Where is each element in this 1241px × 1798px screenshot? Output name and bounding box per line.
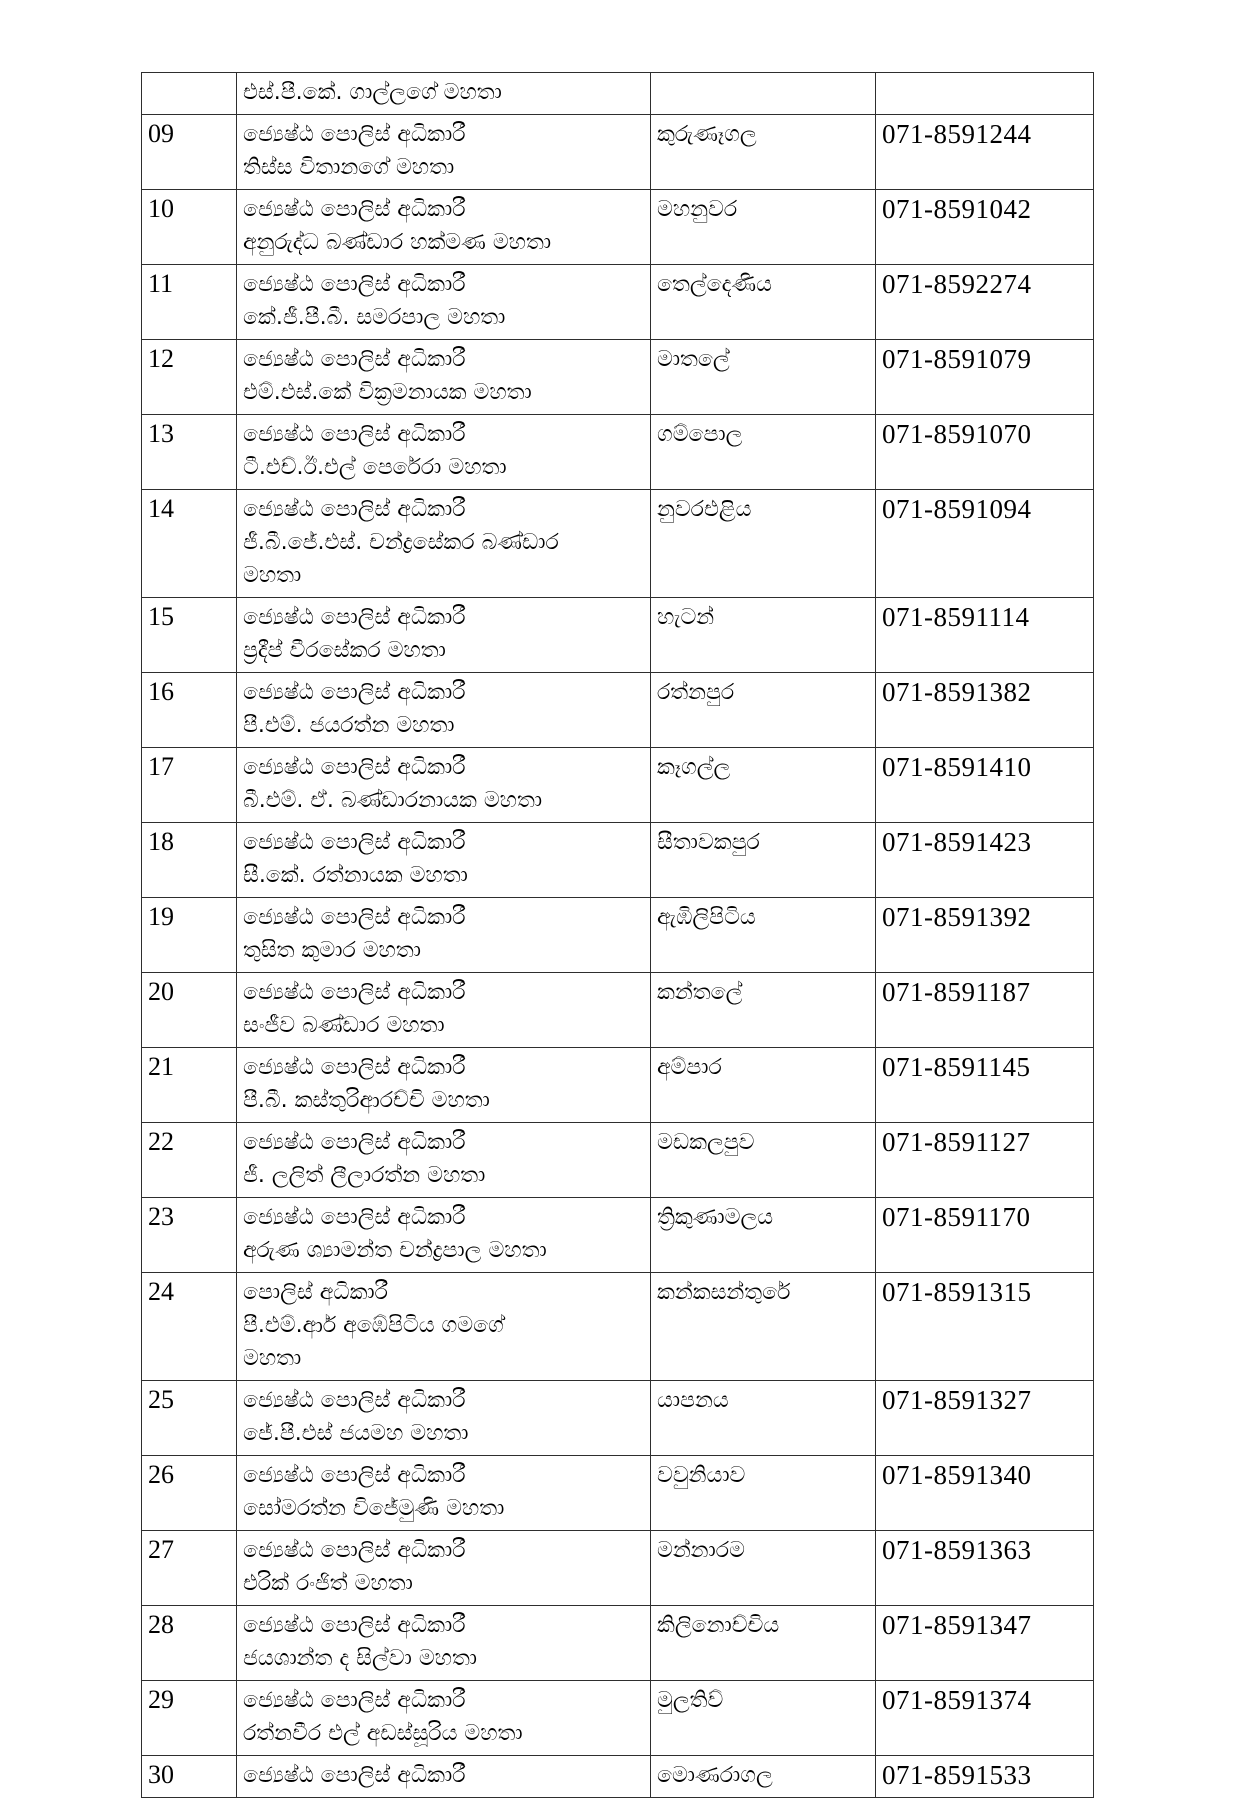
table-row xyxy=(142,973,1094,1048)
officer-title-name xyxy=(237,190,651,265)
station-location: කෑගල්ල xyxy=(651,748,876,823)
name-line: අනුරුද්ධ බණ්ඩාර හක්මණ මහතා xyxy=(243,230,552,255)
row-number: 09 xyxy=(142,115,237,190)
table-row xyxy=(142,1531,1094,1606)
name-line: ටී.එච්.ඊ.එල් පෙරේරා මහතා xyxy=(243,455,507,480)
phone-number: 071-8591094 xyxy=(876,490,1094,598)
officer-title-name xyxy=(237,340,651,415)
name-line: ජයශාන්ත ද සිල්වා මහතා xyxy=(243,1646,478,1671)
station-location: සීතාවකපුර xyxy=(651,823,876,898)
phone-number: 071-8592274 xyxy=(876,265,1094,340)
phone-number: 071-8591423 xyxy=(876,823,1094,898)
table-row xyxy=(142,598,1094,673)
row-number: 15 xyxy=(142,598,237,673)
row-number: 25 xyxy=(142,1381,237,1456)
name-line: සී.කේ. රත්නායක මහතා xyxy=(243,863,468,888)
table-row xyxy=(142,1273,1094,1381)
name-line: කේ.ජී.පී.බී. සමරපාල මහතා xyxy=(243,305,506,330)
table-row xyxy=(142,1681,1094,1756)
station-location: කන්තලේ xyxy=(651,973,876,1048)
row-number: 23 xyxy=(142,1198,237,1273)
name-line: ජ්‍යෙෂ්ඨ පොලිස් අධිකාරී xyxy=(243,1613,466,1638)
phone-number xyxy=(876,73,1094,115)
station-location: ඇඹිලිපිටිය xyxy=(651,898,876,973)
name-line: බී.එම්. ඒ. බණ්ඩාරනායක මහතා xyxy=(243,788,543,813)
name-line: ජී. ලලිත් ලීලාරත්න මහතා xyxy=(243,1163,486,1188)
name-line: ජ්‍යෙෂ්ඨ පොලිස් අධිකාරී xyxy=(243,197,466,222)
officer-title-name xyxy=(237,1048,651,1123)
name-line: ජ්‍යෙෂ්ඨ පොලිස් අධිකාරී xyxy=(243,1463,466,1488)
row-number: 28 xyxy=(142,1606,237,1681)
phone-number: 071-8591145 xyxy=(876,1048,1094,1123)
officer-title-name xyxy=(237,1198,651,1273)
officer-title-name xyxy=(237,265,651,340)
officer-title-name xyxy=(237,115,651,190)
row-number: 19 xyxy=(142,898,237,973)
station-location: මඩකලපුව xyxy=(651,1123,876,1198)
station-location: කිලිනොච්චිය xyxy=(651,1606,876,1681)
officer-title-name xyxy=(237,598,651,673)
officer-title-name xyxy=(237,1381,651,1456)
table-row xyxy=(142,1381,1094,1456)
phone-number: 071-8591244 xyxy=(876,115,1094,190)
row-number: 14 xyxy=(142,490,237,598)
phone-number: 071-8591340 xyxy=(876,1456,1094,1531)
name-line: පී.එම්. ජයරත්න මහතා xyxy=(243,713,455,738)
officer-title-name xyxy=(237,490,651,598)
table-row xyxy=(142,823,1094,898)
row-number: 29 xyxy=(142,1681,237,1756)
officer-title-name xyxy=(237,1756,651,1798)
table-row xyxy=(142,1606,1094,1681)
name-line: ජී.බී.ජේ.එස්. චන්ද්‍රසේකර බණ්ඩාර xyxy=(243,530,559,555)
table-row xyxy=(142,340,1094,415)
table-row xyxy=(142,898,1094,973)
name-line: ජ්‍යෙෂ්ඨ පොලිස් අධිකාරී xyxy=(243,680,466,705)
row-number: 16 xyxy=(142,673,237,748)
phone-number: 071-8591079 xyxy=(876,340,1094,415)
station-location: වවුනියාව xyxy=(651,1456,876,1531)
name-line: ජ්‍යෙෂ්ඨ පොලිස් අධිකාරී xyxy=(243,980,466,1005)
name-line: ජ්‍යෙෂ්ඨ පොලිස් අධිකාරී xyxy=(243,122,466,147)
table-row xyxy=(142,415,1094,490)
officer-title-name xyxy=(237,1273,651,1381)
name-line: ජ්‍යෙෂ්ඨ පොලිස් අධිකාරී xyxy=(243,422,466,447)
phone-number: 071-8591114 xyxy=(876,598,1094,673)
row-number xyxy=(142,73,237,115)
name-line: ජ්‍යෙෂ්ඨ පොලිස් අධිකාරී xyxy=(243,347,466,372)
station-location: හැටන් xyxy=(651,598,876,673)
station-location: මොණරාගල xyxy=(651,1756,876,1798)
phone-number: 071-8591392 xyxy=(876,898,1094,973)
table-row xyxy=(142,748,1094,823)
row-number: 13 xyxy=(142,415,237,490)
name-line: මහතා xyxy=(243,563,302,588)
name-line: ජ්‍යෙෂ්ඨ පොලිස් අධිකාරී xyxy=(243,1688,466,1713)
name-line: එම්.එස්.කේ වික්‍රමනායක මහතා xyxy=(243,380,532,405)
station-location: නුවරඑළිය xyxy=(651,490,876,598)
name-line: ජ්‍යෙෂ්ඨ පොලිස් අධිකාරී xyxy=(243,497,466,522)
officer-title-name xyxy=(237,673,651,748)
phone-number: 071-8591070 xyxy=(876,415,1094,490)
name-line: ජ්‍යෙෂ්ඨ පොලිස් අධිකාරී xyxy=(243,755,466,780)
table-row xyxy=(142,1456,1094,1531)
name-line: එස්.පී.කේ. ගාල්ලගේ මහතා xyxy=(243,80,502,105)
name-line: තුසිත කුමාර මහතා xyxy=(243,938,421,963)
phone-number: 071-8591363 xyxy=(876,1531,1094,1606)
name-line: තිස්ස විතානගේ මහතා xyxy=(243,155,455,180)
name-line: ජ්‍යෙෂ්ඨ පොලිස් අධිකාරී xyxy=(243,1130,466,1155)
officer-title-name xyxy=(237,1123,651,1198)
officer-title-name xyxy=(237,748,651,823)
row-number: 10 xyxy=(142,190,237,265)
station-location: කන්කසන්තුරේ xyxy=(651,1273,876,1381)
station-location: අම්පාර xyxy=(651,1048,876,1123)
phone-number: 071-8591410 xyxy=(876,748,1094,823)
phone-number: 071-8591533 xyxy=(876,1756,1094,1798)
station-location: ත්‍රිකුණාමලය xyxy=(651,1198,876,1273)
row-number: 30 xyxy=(142,1756,237,1798)
phone-number: 071-8591347 xyxy=(876,1606,1094,1681)
station-location: මුලතිව් xyxy=(651,1681,876,1756)
name-line: පී.එම්.ආර් අඹේපිටිය ගමගේ xyxy=(243,1313,504,1338)
row-number: 22 xyxy=(142,1123,237,1198)
station-location: මාතලේ xyxy=(651,340,876,415)
name-line: අරුණ ශ්‍යාමන්ත චන්ද්‍රපාල මහතා xyxy=(243,1238,547,1263)
phone-number: 071-8591374 xyxy=(876,1681,1094,1756)
officer-title-name xyxy=(237,973,651,1048)
table-row xyxy=(142,673,1094,748)
station-location: කුරුණෑගල xyxy=(651,115,876,190)
table-row xyxy=(142,1123,1094,1198)
name-line: සංජීව බණ්ඩාර මහතා xyxy=(243,1013,445,1038)
name-line: රත්නවීර එල් අඩස්සූරිය මහතා xyxy=(243,1721,523,1746)
name-line: පී.බී. කස්තුරිආරච්චි මහතා xyxy=(243,1088,490,1113)
name-line: ජේ.පී.එස් ජයමහ මහතා xyxy=(243,1421,469,1446)
phone-number: 071-8591170 xyxy=(876,1198,1094,1273)
officer-title-name xyxy=(237,73,651,115)
name-line: ජ්‍යෙෂ්ඨ පොලිස් අධිකාරී xyxy=(243,830,466,855)
name-line: ප්‍රදීප් වීරසේකර මහතා xyxy=(243,638,446,663)
table-row xyxy=(142,265,1094,340)
phone-number: 071-8591187 xyxy=(876,973,1094,1048)
row-number: 17 xyxy=(142,748,237,823)
officer-title-name xyxy=(237,1456,651,1531)
row-number: 21 xyxy=(142,1048,237,1123)
contact-table xyxy=(141,72,1094,1798)
row-number: 18 xyxy=(142,823,237,898)
phone-number: 071-8591327 xyxy=(876,1381,1094,1456)
row-number: 24 xyxy=(142,1273,237,1381)
station-location: රත්නපුර xyxy=(651,673,876,748)
table-row xyxy=(142,73,1094,115)
name-line: පොලිස් අධිකාරී xyxy=(243,1280,388,1305)
officer-title-name xyxy=(237,1606,651,1681)
table-row xyxy=(142,190,1094,265)
station-location xyxy=(651,73,876,115)
row-number: 27 xyxy=(142,1531,237,1606)
name-line: එරික් රංජිත් මහතා xyxy=(243,1571,413,1596)
name-line: ජ්‍යෙෂ්ඨ පොලිස් අධිකාරී xyxy=(243,272,466,297)
contact-table-body xyxy=(142,73,1094,1798)
officer-title-name xyxy=(237,1681,651,1756)
table-row xyxy=(142,490,1094,598)
row-number: 20 xyxy=(142,973,237,1048)
officer-title-name xyxy=(237,898,651,973)
row-number: 26 xyxy=(142,1456,237,1531)
name-line: මහතා xyxy=(243,1346,302,1371)
station-location: මහනුවර xyxy=(651,190,876,265)
officer-title-name xyxy=(237,1531,651,1606)
phone-number: 071-8591315 xyxy=(876,1273,1094,1381)
phone-number: 071-8591382 xyxy=(876,673,1094,748)
name-line: ජ්‍යෙෂ්ඨ පොලිස් අධිකාරී xyxy=(243,905,466,930)
name-line: ජ්‍යෙෂ්ඨ පොලිස් අධිකාරී xyxy=(243,1205,466,1230)
table-row xyxy=(142,1756,1094,1798)
officer-title-name xyxy=(237,823,651,898)
name-line: ජ්‍යෙෂ්ඨ පොලිස් අධිකාරී xyxy=(243,1538,466,1563)
station-location: ගම්පොල xyxy=(651,415,876,490)
name-line: සෝමරත්න විජේමුණි මහතා xyxy=(243,1496,505,1521)
station-location: යාපනය xyxy=(651,1381,876,1456)
station-location: මන්නාරම xyxy=(651,1531,876,1606)
table-row xyxy=(142,1198,1094,1273)
row-number: 12 xyxy=(142,340,237,415)
phone-number: 071-8591042 xyxy=(876,190,1094,265)
name-line: ජ්‍යෙෂ්ඨ පොලිස් අධිකාරී xyxy=(243,1388,466,1413)
name-line: ජ්‍යෙෂ්ඨ පොලිස් අධිකාරී xyxy=(243,1055,466,1080)
name-line: ජ්‍යෙෂ්ඨ පොලිස් අධිකාරී xyxy=(243,1763,466,1788)
station-location: තෙල්දෙණිය xyxy=(651,265,876,340)
phone-number: 071-8591127 xyxy=(876,1123,1094,1198)
row-number: 11 xyxy=(142,265,237,340)
table-row xyxy=(142,1048,1094,1123)
officer-title-name xyxy=(237,415,651,490)
name-line: ජ්‍යෙෂ්ඨ පොලිස් අධිකාරී xyxy=(243,605,466,630)
table-row xyxy=(142,115,1094,190)
